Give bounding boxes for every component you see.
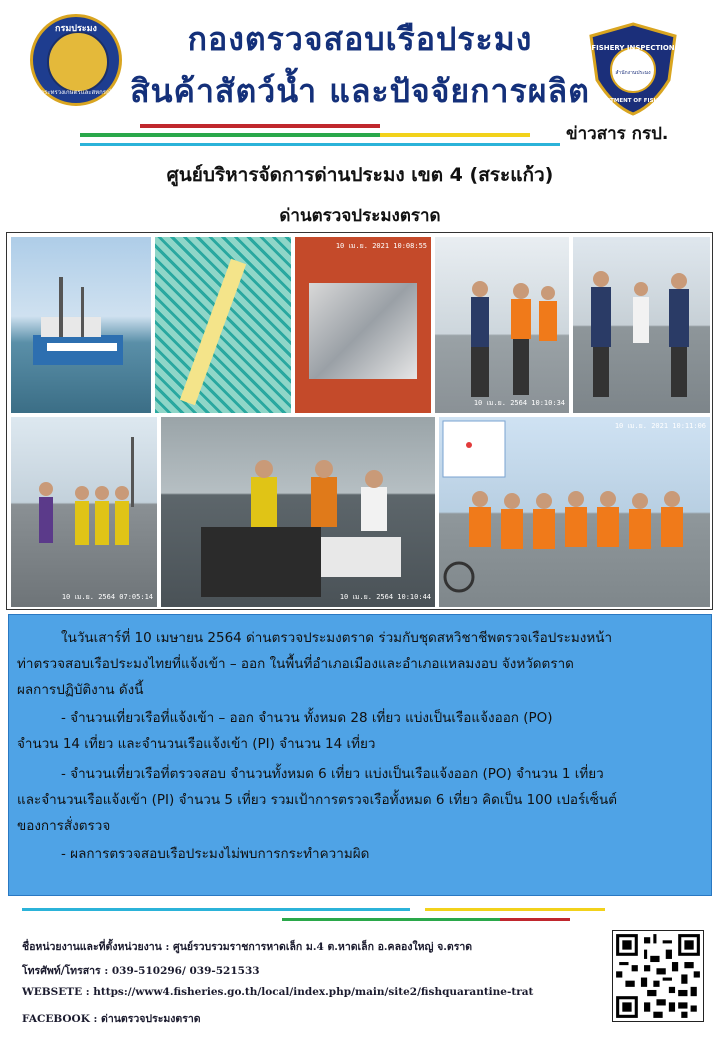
footer-facebook[interactable]: FACEBOOK : ด่านตรวจประมงตราด xyxy=(22,1013,201,1025)
photo-lifejacket-crew: 10 เม.ย. 2021 10:11:06 xyxy=(439,417,710,607)
divider-red xyxy=(140,124,380,128)
divider-cyan xyxy=(80,143,560,146)
photo-fishing-boat xyxy=(11,237,151,413)
center-name: ศูนย์บริหารจัดการด่านประมง เขต 4 (สระแก้ว) xyxy=(166,164,554,186)
report-panel xyxy=(8,614,712,896)
divider-green xyxy=(80,133,410,137)
checkpoint-name: ด่านตรวจประมงตราด xyxy=(279,206,441,226)
footer-divider-cyan xyxy=(22,908,410,911)
paragraph-intro-2: ท่าตรวจสอบเรือประมงไทยที่แจ้งเข้า – ออก ในพื้นที่อำเภอเมืองและอำเภอแหลมงอบ จังหวัดตราด xyxy=(17,656,574,672)
photo-document-check xyxy=(573,237,710,413)
bullet-trips-inspected-2: และจำนวนเรือแจ้งเข้า (PI) จำนวน 5 เที่ยว รวมเป้าการตรวจเรือทั้งหมด 6 เที่ยว คิดเป็น 100 เปอร์เซ็นต์ xyxy=(17,792,617,808)
footer-website[interactable]: WEBSETE : https://www4.fisheries.go.th/local/index.php/main/site2/fishquarantine-trat xyxy=(22,986,534,998)
svg-text:FISHERY INSPECTION: FISHERY INSPECTION xyxy=(591,44,675,52)
fisheries-department-seal: กรมประมง กระทรวงเกษตรและสหกรณ์ xyxy=(30,14,122,106)
svg-text:DEPARTMENT OF FISHERIES: DEPARTMENT OF FISHERIES xyxy=(590,98,676,104)
footer-divider-green xyxy=(282,918,502,921)
bullet-trips-notified-1: - จำนวนเที่ยวเรือที่แจ้งเข้า – ออก จำนวน ทั้งหมด 28 เที่ยว แบ่งเป็นเรือแจ้งออก (PO) xyxy=(61,710,553,726)
photo-collage xyxy=(6,232,713,610)
photo-net-measurement xyxy=(155,237,291,413)
footer-phone: โทรศัพท์/โทรสาร : 039-510296/ 039-521533 xyxy=(22,965,260,977)
bullet-trips-inspected-3: ของการสั่งตรวจ xyxy=(17,818,111,834)
footer-divider-red xyxy=(500,918,570,921)
photo-inspectors-pier: 10 เม.ย. 2564 10:10:34 xyxy=(435,237,569,413)
news-label: ข่าวสาร กรป. xyxy=(566,124,669,144)
header-title-line2: สินค้าสัตว์น้ำ และปัจจัยการผลิต xyxy=(130,72,590,110)
paragraph-intro-1: ในวันเสาร์ที่ 10 เมษายน 2564 ด่านตรวจประมงตราด ร่วมกับชุดสหวิชาชีพตรวจเรือประมงหน้า xyxy=(61,630,613,646)
photo-pier-group: 10 เม.ย. 2564 07:05:14 xyxy=(11,417,157,607)
paragraph-intro-3: ผลการปฏิบัติงาน ดังนี้ xyxy=(17,682,144,698)
photo-catch-bin: 10 เม.ย. 2021 10:08:55 xyxy=(295,237,431,413)
photo-inspection-table: 10 เม.ย. 2564 10:10:44 xyxy=(161,417,435,607)
divider-yellow xyxy=(380,133,530,137)
bullet-result: - ผลการตรวจสอบเรือประมงไม่พบการกระทำความผิด xyxy=(61,846,370,862)
header-title-line1: กองตรวจสอบเรือประมง xyxy=(187,20,533,58)
qr-code[interactable] xyxy=(612,930,704,1022)
footer-agency: ชื่อหน่วยงานและที่ตั้งหน่วยงาน : ศูนย์รวบรวมราชการหาดเล็ก ม.4 ต.หาดเล็ก อ.คลองใหญ่ จ.ตราด xyxy=(22,941,473,953)
bullet-trips-inspected-1: - จำนวนเที่ยวเรือที่ตรวจสอบ จำนวนทั้งหมด 6 เที่ยว แบ่งเป็นเรือแจ้งออก (PO) จำนวน 1 เที่ยว xyxy=(61,766,604,782)
bullet-trips-notified-2: จำนวน 14 เที่ยว และจำนวนเรือแจ้งเข้า (PI) จำนวน 14 เที่ยว xyxy=(17,736,376,752)
footer-divider-yellow xyxy=(425,908,605,911)
svg-text:สำนักงานประมง: สำนักงานประมง xyxy=(615,70,651,76)
